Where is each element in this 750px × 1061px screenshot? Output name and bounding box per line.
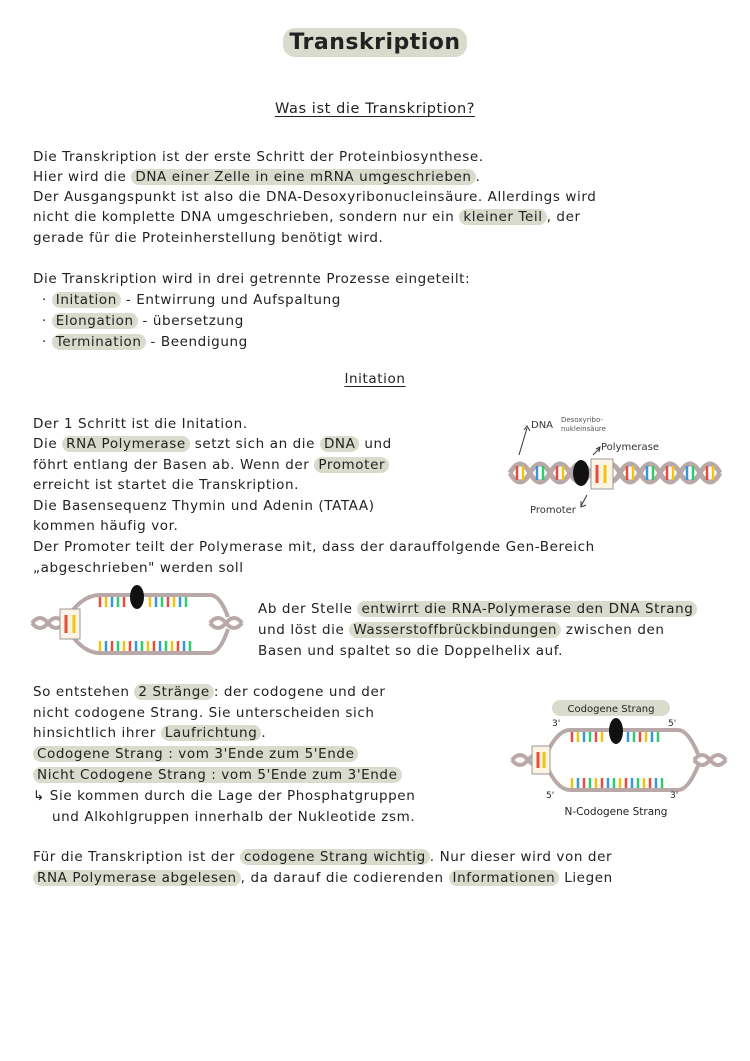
p1-line5: gerade für die Proteinherstellung benötigt wird. [33,230,384,246]
five-prime-top: 5' [668,719,677,729]
n-codogene-label: N-Codogene Strang [564,806,668,818]
p6-line1: Für die Transkription ist der codogene Strang wichtig . Nur dieser wird von der [33,849,613,865]
three-prime-bottom: 3' [670,791,679,801]
polymerase-label: Polymerase [601,442,659,453]
p5-line7: und Alkohlgruppen innerhalb der Nukleotide zsm. [52,809,416,825]
p6-line2: RNA Polymerase abgelesen , da darauf die codierenden Informationen Liegen [33,869,613,887]
heading-initation: Initation [344,371,406,387]
page-title: Transkription [0,30,750,55]
p1-line3: Der Ausgangspunkt ist also die DNA-Desoxyribonucleinsäure. Allerdings wird [33,189,597,205]
p4-line1: Ab der Stelle entwirrt die RNA-Polymerase den DNA Strang [258,600,697,618]
p1-line4: nicht die komplette DNA umgeschrieben, sondern nur ein kleiner Teil , der [33,209,581,225]
heading-what-is: Was ist die Transkription? [274,101,476,117]
p2-intro: Die Transkription wird in drei getrennte Prozesse eingeteilt: [33,271,471,287]
p5-line3: hinsichtlich ihrer Laufrichtung . [33,725,267,741]
three-prime-top: 3' [552,719,561,729]
polymerase-shape [609,718,623,744]
p5-line4: Codogene Strang : vom 3'Ende zum 5'Ende [33,745,358,763]
polymerase-shape [130,585,144,609]
promoter-box [591,459,613,489]
p3-line4: erreicht ist startet die Transkription. [33,477,300,493]
list-item: · Initation - Entwirrung und Aufspaltung [42,292,341,308]
p3-line5: Die Basensequenz Thymin und Adenin (TATAA) [33,498,375,514]
p3-line2: Die RNA Polymerase setzt sich an die DNA und [33,436,392,452]
dna-full-label: Desoxyribo- [561,416,603,424]
dna-label: DNA [531,420,554,431]
dna-full-label-2: nukleinsäure [561,425,606,433]
polymerase-shape [573,460,589,486]
five-prime-bottom: 5' [546,791,555,801]
dna-polymerase-diagram [505,410,725,520]
codogene-label: Codogene Strang [567,704,655,715]
p5-line5: Nicht Codogene Strang : vom 5'Ende zum 3'Ende [33,766,402,784]
list-item: · Elongation - übersetzung [42,313,244,329]
list-item: · Termination - Beendigung [42,334,248,350]
p1-line2: Hier wird die DNA einer Zelle in eine mRNA umgeschrieben . [33,169,481,185]
p5-line6: ↳ Sie kommen durch die Lage der Phosphatgruppen [33,788,416,804]
p3-line1: Der 1 Schritt ist die Initation. [33,416,248,432]
p3-line6: kommen häufig vor. [33,518,179,534]
p5-line2: nicht codogene Strang. Sie unterscheiden sich [33,705,375,721]
p3-line8: „abgeschrieben" werden soll [33,560,244,576]
dna-helix [510,464,720,482]
dna-bubble-diagram [30,583,246,673]
p4-line3: Basen und spaltet so die Doppelhelix auf. [258,643,563,659]
p1-line1: Die Transkription ist der erste Schritt der Proteinbiosynthese. [33,149,484,165]
codogene-diagram [510,698,730,822]
p4-line2: und löst die Wasserstoffbrückbindungen zwischen den [258,622,665,638]
p3-line3: föhrt entlang der Basen ab. Wenn der Promoter [33,456,389,474]
p3-line7: Der Promoter teilt der Polymerase mit, dass der darauffolgende Gen-Bereich [33,539,595,555]
p5-line1: So entstehen 2 Stränge : der codogene und der [33,684,386,700]
promoter-label: Promoter [530,505,576,516]
